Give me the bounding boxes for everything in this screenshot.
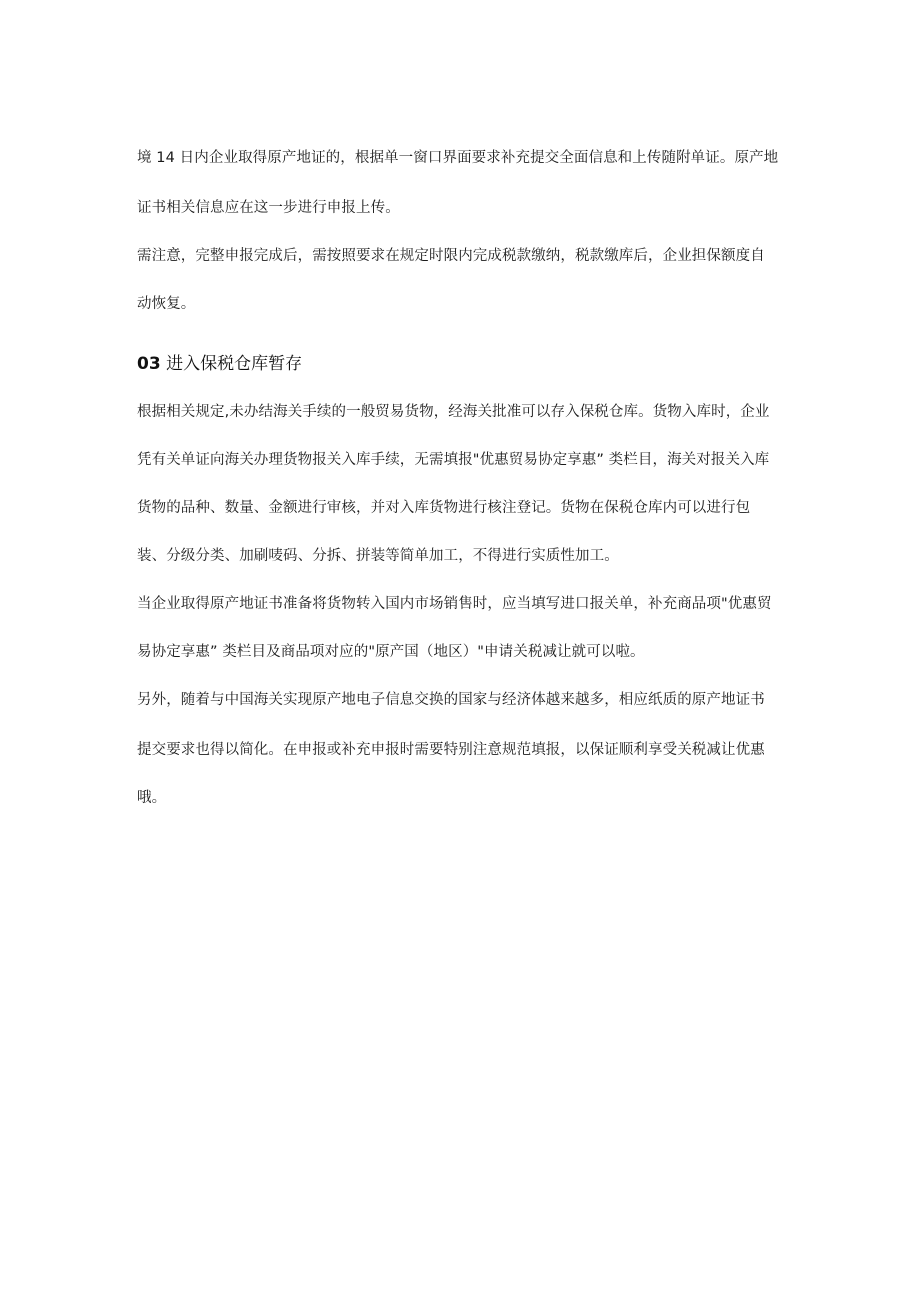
paragraph-4-line-1: 当企业取得原产地证书准备将货物转入国内市场销售时，应当填写进口报关单，补充商品项"优惠贸	[137, 596, 772, 612]
section-heading	[137, 352, 302, 376]
paragraph-3-line-1: 根据相关规定,未办结海关手续的一般贸易货物，经海关批准可以存入保税仓库。货物入库时，企业	[137, 404, 770, 420]
paragraph-4-line-2: 易协定享惠” 类栏目及商品项对应的"原产国（地区）"申请关税减让就可以啦。	[137, 644, 645, 660]
paragraph-2-line-1: 需注意，完整申报完成后，需按照要求在规定时限内完成税款缴纳，税款缴库后，企业担保额度自	[137, 248, 765, 264]
paragraph-2-line-2: 动恢复。	[137, 296, 196, 312]
paragraph-1-line-2: 证书相关信息应在这一步进行申报上传。	[137, 200, 400, 216]
paragraph-5-line-2: 提交要求也得以简化。在申报或补充申报时需要特别注意规范填报，以保证顺利享受关税减让优惠	[137, 742, 765, 758]
paragraph-1-line-1: 境 14 日内企业取得原产地证的，根据单一窗口界面要求补充提交全面信息和上传随附单证。原产地	[137, 150, 779, 166]
paragraph-3-line-4: 装、分级分类、加刷唛码、分拆、拼装等简单加工，不得进行实质性加工。	[137, 548, 619, 564]
paragraph-3-line-3: 货物的品种、数量、金额进行审核，并对入库货物进行核注登记。货物在保税仓库内可以进行包	[137, 500, 751, 516]
paragraph-3-line-2: 凭有关单证向海关办理货物报关入库手续，无需填报"优惠贸易协定享惠” 类栏目，海关对报关入库	[137, 452, 770, 468]
section-title: 进入保税仓库暂存	[160, 354, 303, 374]
section-number: 03	[137, 354, 161, 374]
paragraph-5-line-1: 另外，随着与中国海关实现原产地电子信息交换的国家与经济体越来越多，相应纸质的原产地证书	[137, 692, 765, 708]
paragraph-5-line-3: 哦。	[137, 790, 167, 806]
